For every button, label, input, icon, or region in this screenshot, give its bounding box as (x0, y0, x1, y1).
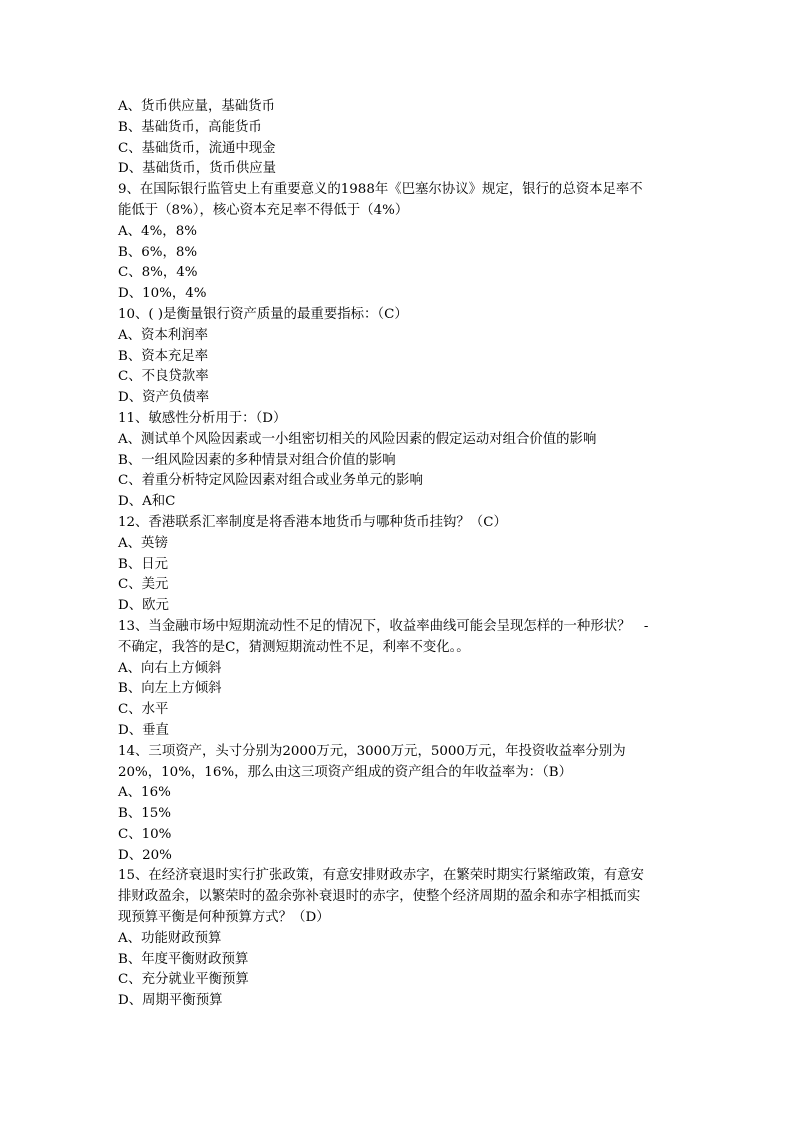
question-15-line-1: 15、在经济衰退时实行扩张政策，有意安排财政赤字，在繁荣时期实行紧缩政策，有意安 (118, 868, 644, 884)
option-line: C、着重分析特定风险因素对组合或业务单元的影响 (118, 473, 423, 489)
option-line: B、向左上方倾斜 (118, 681, 222, 697)
option-line: A、资本利润率 (118, 327, 209, 343)
question-10: 10、( )是衡量银行资产质量的最重要指标：（C） (118, 306, 408, 322)
option-line: D、周期平衡预算 (118, 993, 223, 1009)
option-line: B、一组风险因素的多种情景对组合价值的影响 (118, 452, 396, 468)
question-11: 11、敏感性分析用于：（D） (118, 410, 287, 426)
option-line: A、货币供应量，基础货币 (118, 99, 275, 114)
question-14-line-2: 20%，10%，16%，那么由这三项资产组成的资产组合的年收益率为：（B） (118, 764, 572, 780)
option-line: B、15% (118, 806, 171, 822)
question-13-line-2: 不确定，我答的是C，猜测短期流动性不足，利率不变化。。 (118, 639, 470, 655)
option-line: C、美元 (118, 577, 169, 593)
option-line: D、资产负债率 (118, 390, 210, 406)
option-line: C、基础货币，流通中现金 (118, 140, 276, 156)
document-page (118, 97, 678, 1012)
question-13-line-1: 13、当金融市场中短期流动性不足的情况下，收益率曲线可能会呈现怎样的一种形状？ - (118, 618, 649, 634)
option-line: C、充分就业平衡预算 (118, 972, 249, 988)
option-line: B、日元 (118, 556, 169, 572)
option-line: D、A和C (118, 494, 176, 510)
option-line: A、英镑 (118, 535, 168, 551)
question-15-line-2: 排财政盈余，以繁荣时的盈余弥补衰退时的赤字，使整个经济周期的盈余和赤字相抵而实 (118, 889, 641, 905)
question-12: 12、香港联系汇率制度是将香港本地货币与哪种货币挂钩？（C） (118, 514, 507, 530)
option-line: D、垂直 (118, 722, 169, 738)
question-15-line-3: 现预算平衡是何种预算方式？（D） (118, 910, 330, 926)
option-line: A、功能财政预算 (118, 930, 222, 946)
option-line: C、不良贷款率 (118, 369, 209, 385)
option-line: A、测试单个风险因素或一小组密切相关的风险因素的假定运动对组合价值的影响 (118, 431, 597, 447)
option-line: B、资本充足率 (118, 348, 209, 364)
option-line: A、4%，8% (118, 223, 197, 239)
option-line: B、6%，8% (118, 244, 198, 260)
option-line: B、年度平衡财政预算 (118, 951, 249, 967)
question-9-line-1: 9、在国际银行监管史上有重要意义的1988年《巴塞尔协议》规定，银行的总资本足率不 (118, 182, 643, 198)
option-line: B、基础货币，高能货币 (118, 119, 262, 135)
option-line: D、基础货币，货币供应量 (118, 161, 277, 177)
option-line: C、10% (118, 826, 172, 842)
option-line: C、8%，4% (118, 265, 198, 281)
option-line: A、16% (118, 785, 171, 801)
question-14-line-1: 14、三项资产，头寸分别为2000万元，3000万元，5000万元，年投资收益率分别为 (118, 743, 626, 759)
question-9-line-2: 能低于（8%），核心资本充足率不得低于（4%） (118, 202, 409, 218)
option-line: A、向右上方倾斜 (118, 660, 222, 676)
option-line: D、10%，4% (118, 286, 207, 302)
option-line: C、水平 (118, 702, 169, 718)
option-line: D、20% (118, 847, 172, 863)
option-line: D、欧元 (118, 598, 169, 614)
